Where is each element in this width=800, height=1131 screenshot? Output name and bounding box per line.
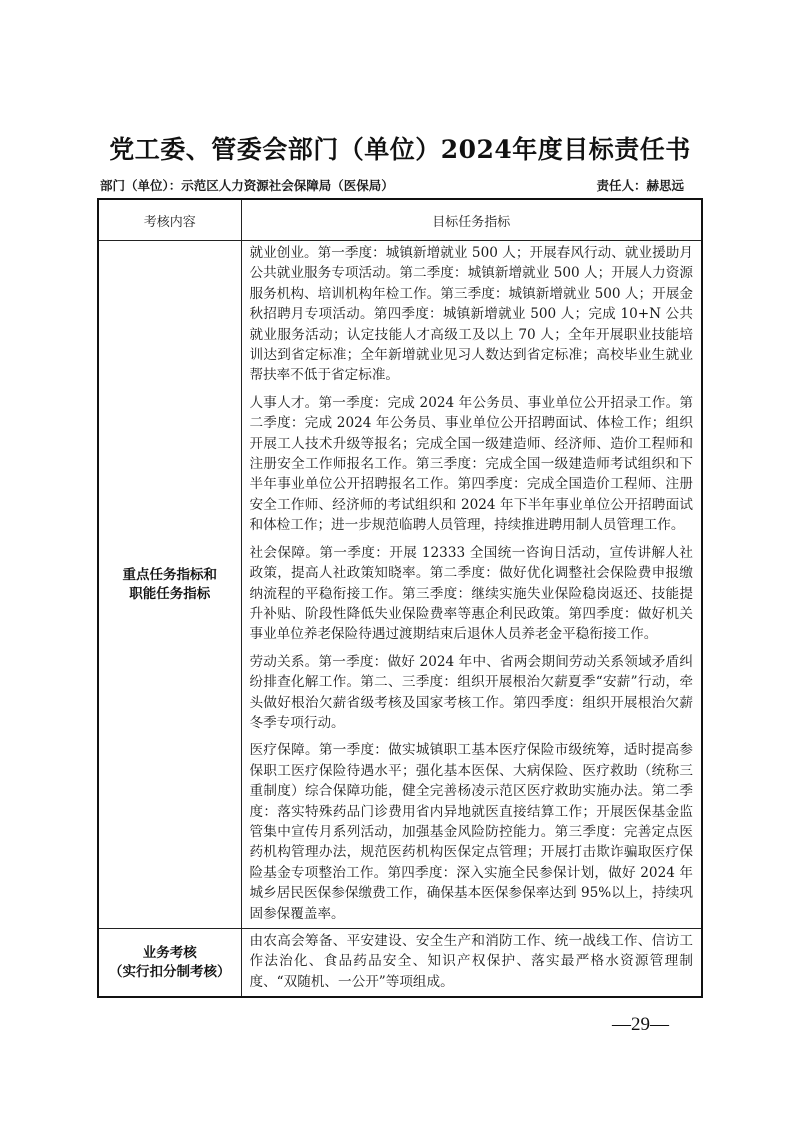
paragraph-labor-relations: 劳动关系。第一季度：做好 2024 年中、省两会期间劳动关系领域矛盾纠纷排查化解工作。第二、三季度：组织开展根治欠薪夏季“安薪”行动，牵头做好根治欠薪省级考核及国家考核工作。第四季度：组织开展根治欠薪冬季专项行动。 [249, 653, 693, 731]
department-label: 部门（单位）：示范区人力资源社会保障局（医保局） [100, 178, 394, 193]
category-line: （实行扣分制考核） [109, 963, 231, 980]
document-title: 党工委、管委会部门（单位）2024年度目标责任书 [109, 135, 691, 164]
paragraph-social-security: 社会保障。第一季度：开展 12333 全国统一咨询日活动，宣传讲解人社政策，提高人社政策知晓率。第二季度：做好优化调整社会保险费申报缴纳流程的平稳衔接工作。第三季度：继续实施失业保险稳岗返还、技能提升补贴、阶段性降低失业保险费率等惠企利民政策。第四季度：做好机关事业单位养老保险待遇过渡期结束后退休人员养老金平稳衔接工作。 [249, 544, 693, 643]
paragraph-business-assessment: 由农高会筹备、平安建设、安全生产和消防工作、统一战线工作、信访工作法治化、食品药品安全、知识产权保护、落实最严格水资源管理制度、“双随机、一公开”等项组成。 [249, 933, 693, 990]
header-target-indicators: 目标任务指标 [241, 199, 702, 241]
category-cell-key-tasks [98, 241, 241, 929]
table-header-row [98, 199, 702, 241]
header-assessment-content: 考核内容 [98, 199, 241, 241]
table-row [98, 241, 702, 929]
content-cell-key-tasks [241, 241, 702, 929]
paragraph-employment: 就业创业。第一季度：城镇新增就业 500 人；开展春风行动、就业援助月公共就业服务专项活动。第二季度：城镇新增就业 500 人；开展人力资源服务机构、培训机构年检工作。第三季度：城镇新增就业 500 人；开展金秋招聘月专项活动。第四季度：城镇新增就业 500 人；完成 10+N 公共就业服务活动；认定技能人才高级工及以上 70 人；全年开展职业技能培训达到省定标准；全年新增就业见习人数达到省定标准；高校毕业生就业帮扶率不低于省定标准。 [249, 245, 693, 384]
page-number: —29— [612, 1014, 669, 1035]
category-line: 职能任务指标 [129, 585, 211, 602]
table-row [98, 929, 702, 998]
owner-label: 责任人：赫思远 [596, 178, 684, 193]
document-meta [100, 176, 702, 196]
category-line: 业务考核 [142, 944, 197, 961]
category-line: 重点任务指标和 [122, 566, 217, 583]
category-cell-business-assessment [98, 929, 241, 998]
content-cell-business-assessment [241, 929, 702, 998]
paragraph-personnel: 人事人才。第一季度：完成 2024 年公务员、事业单位公开招录工作。第二季度：完成 2024 年公务员、事业单位公开招聘面试、体检工作；组织开展工人技术升级等报名；完成全国一级建造师、经济师、造价工程师和注册安全工作师报名工作。第三季度：完成全国一级建造师考试组织和下半年事业单位公开招聘报名工作。第四季度：完成全国造价工程师、注册安全工作师、经济师的考试组织和 2024 年下半年事业单位公开招聘面试和体检工作；进一步规范临聘人员管理，持续推进聘用制人员管理工作。 [249, 394, 693, 534]
paragraph-medical-security: 医疗保障。第一季度：做实城镇职工基本医疗保险市级统筹，适时提高参保职工医疗保险待遇水平；强化基本医保、大病保险、医疗救助（统称三重制度）综合保障功能，健全完善杨凌示范区医疗救助实施办法。第二季度：落实特殊药品门诊费用省内异地就医直接结算工作；开展医保基金监管集中宣传月系列活动，加强基金风险防控能力。第三季度：完善定点医药机构管理办法，规范医药机构医保定点管理；开展打击欺诈骗取医疗保险基金专项整治工作。第四季度：深入实施全民参保计划，做好 2024 年城乡居民医保参保缴费工作，确保基本医保参保率达到 95%以上，持续巩固参保覆盖率。 [249, 742, 693, 922]
responsibility-table [97, 198, 703, 998]
